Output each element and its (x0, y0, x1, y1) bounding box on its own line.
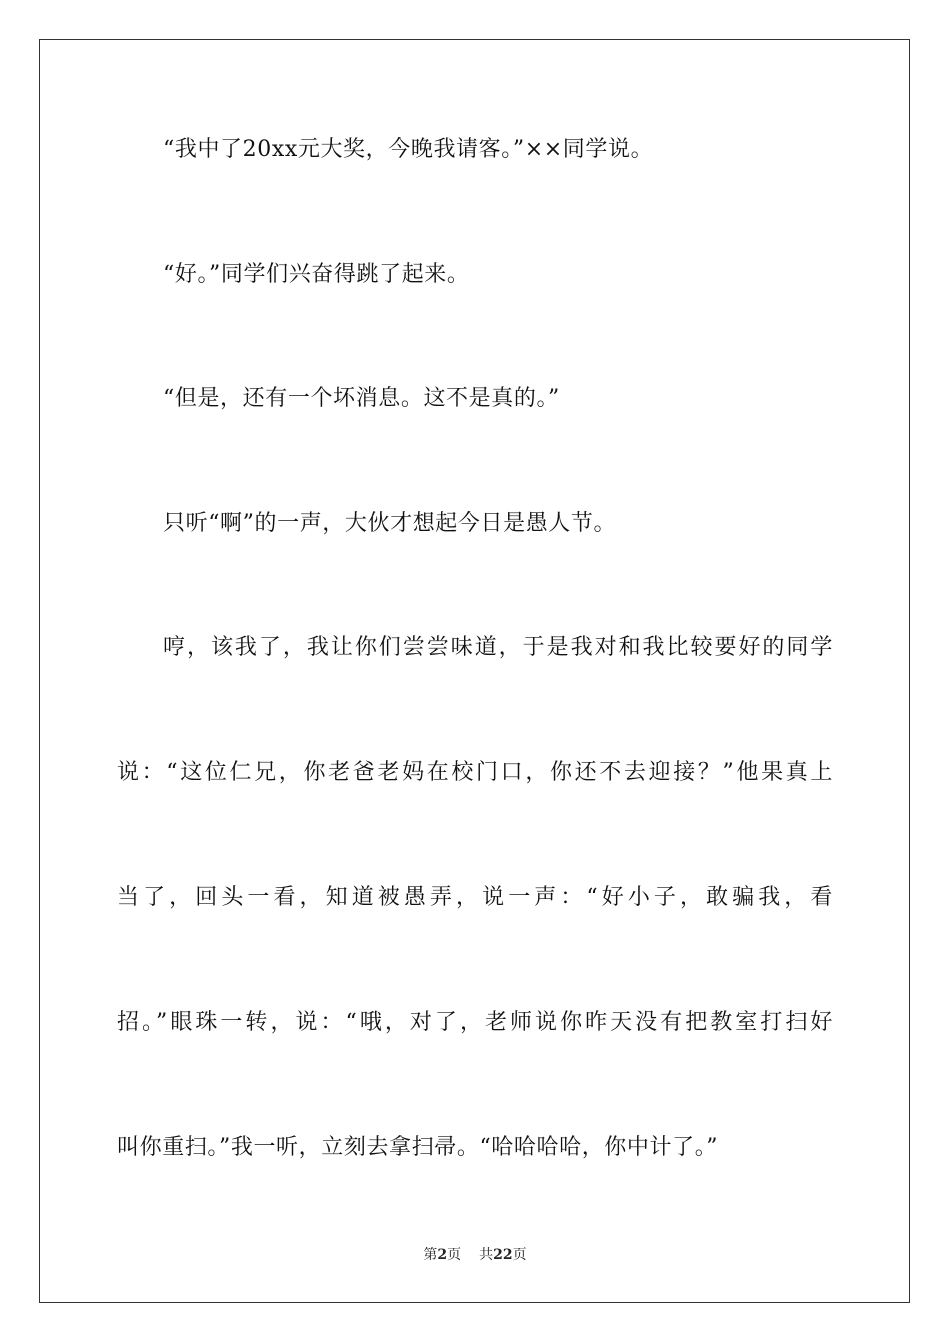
paragraph-4: 只听“啊”的一声，大伙才想起今日是愚人节。 (163, 511, 617, 536)
footer-page-unit: 页 (447, 1247, 462, 1263)
paragraph-5-line-1: 哼，该我了，我让你们尝尝味道，于是我对和我比较要好的同学 (163, 635, 833, 660)
paragraph-1: “我中了20xx元大奖，今晚我请客。”××同学说。 (163, 137, 654, 162)
paragraph-5-line-2: 说：“这位仁兄，你老爸老妈在校门口，你还不去迎接？”他果真上 (117, 760, 833, 785)
footer-total-unit: 页 (512, 1247, 527, 1263)
footer-page-current: 2 (437, 1247, 448, 1263)
paragraph-3: “但是，还有一个坏消息。这不是真的。” (163, 386, 560, 411)
page-footer (0, 1246, 950, 1264)
footer-page-prefix: 第 (423, 1247, 438, 1263)
footer-page-total: 22 (493, 1247, 513, 1263)
paragraph-5-line-4: 招。”眼珠一转，说：“哦，对了，老师说你昨天没有把教室打扫好 (117, 1010, 833, 1035)
paragraph-2: “好。”同学们兴奋得跳了起来。 (163, 262, 470, 287)
paragraph-5-line-3: 当了，回头一看，知道被愚弄，说一声：“好小子，敢骗我，看 (117, 885, 833, 910)
paragraph-5-line-5: 叫你重扫。”我一听，立刻去拿扫帚。“哈哈哈哈，你中计了。” (117, 1135, 719, 1160)
page-border (39, 39, 910, 1303)
footer-total-prefix: 共 (479, 1247, 494, 1263)
